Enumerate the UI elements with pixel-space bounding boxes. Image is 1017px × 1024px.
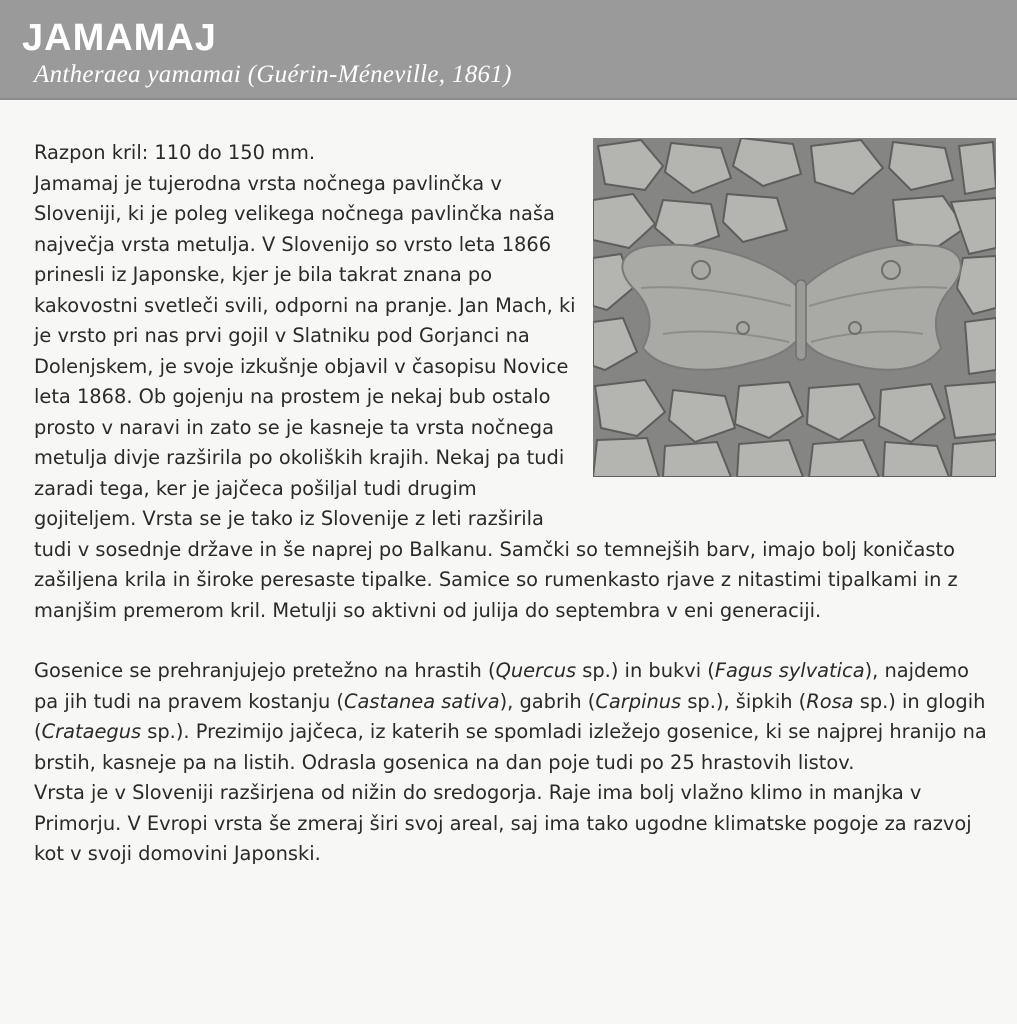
- article-body: [34, 138, 994, 870]
- wingspan-line: Razpon kril: 110 do 150 mm.: [34, 141, 316, 164]
- description-paragraph: Jamamaj je tujerodna vrsta nočnega pavlinčka v Sloveniji, ki je poleg velikega nočnega pavlinčka naša največja vrsta metulja. V Slovenijo so vrsto leta 1866 prinesli iz Japonske, kjer je bila takrat znana po kakovostni svetleči svili, odporni na pranje. Jan Mach, ki je vrsto pri nas prvi gojil v Slatniku pod Gorjanci na Dolenjskem, je svoje izkušnje objavil v časopisu Novice leta 1868. Ob gojenju na prostem je nekaj bub ostalo prosto v naravi in zato se je kasneje ta vrsta nočnega metulja divje razširila po okoliških krajih. Nekaj pa tudi zaradi tega, ker je jajčeca pošiljal tudi drugim gojiteljem. Vrsta se je tako iz Slovenije z leti razširila tudi v sosednje države in še naprej po Balkanu. Samčki so temnejših barv, imajo bolj koničasto zašiljena krila in široke peresaste tipalke. Samice so rumenkasto rjave z nitastimi tipalkami in z manjšim premerom kril. Metulji so aktivni od julija do septembra v eni generaciji.: [34, 171, 958, 622]
- text-fragment: sp.) in glogih (: [34, 689, 986, 743]
- page-title: JAMAMAJ: [22, 17, 217, 59]
- text-fragment: Gosenice se prehranjujejo pretežno na hrastih (: [34, 659, 496, 682]
- latin-name: Rosa: [806, 689, 854, 713]
- text-fragment: ), gabrih (: [499, 689, 596, 713]
- latin-name: Carpinus: [595, 689, 682, 713]
- latin-name: Quercus: [495, 659, 577, 682]
- latin-name: Fagus sylvatica: [714, 659, 865, 682]
- latin-name: Castanea sativa: [343, 689, 500, 713]
- text-fragment: sp.), šipkih (: [681, 689, 807, 713]
- scientific-name: Antheraea yamamai (Guérin-Méneville, 1861): [34, 61, 512, 88]
- distribution-paragraph: Vrsta je v Sloveniji razširjena od nižin do sredogorja. Raje ima bolj vlažno klimo in manjka v Primorju. V Evropi vrsta še zmeraj širi svoj areal, saj ima tako ugodne klimatske pogoje za razvoj kot v svoji domovini Japonski.: [34, 781, 972, 865]
- paragraph-gap: [34, 626, 994, 656]
- photo-space: [584, 138, 994, 530]
- title-banner: [0, 0, 1017, 100]
- text-fragment: ), najdemo pa jih tudi na pravem kostanju (: [34, 659, 970, 713]
- latin-name: Crataegus: [41, 720, 142, 743]
- text-fragment: sp.). Prezimijo jajčeca, iz katerih se spomladi izležejo gosenice, ki se najprej hranijo na brstih, kasneje pa na listih. Odrasla gosenica na dan poje tudi po 25 hrastovih listov.: [34, 720, 987, 774]
- text-fragment: sp.) in bukvi (: [576, 659, 715, 682]
- food-plants-paragraph: [34, 656, 994, 778]
